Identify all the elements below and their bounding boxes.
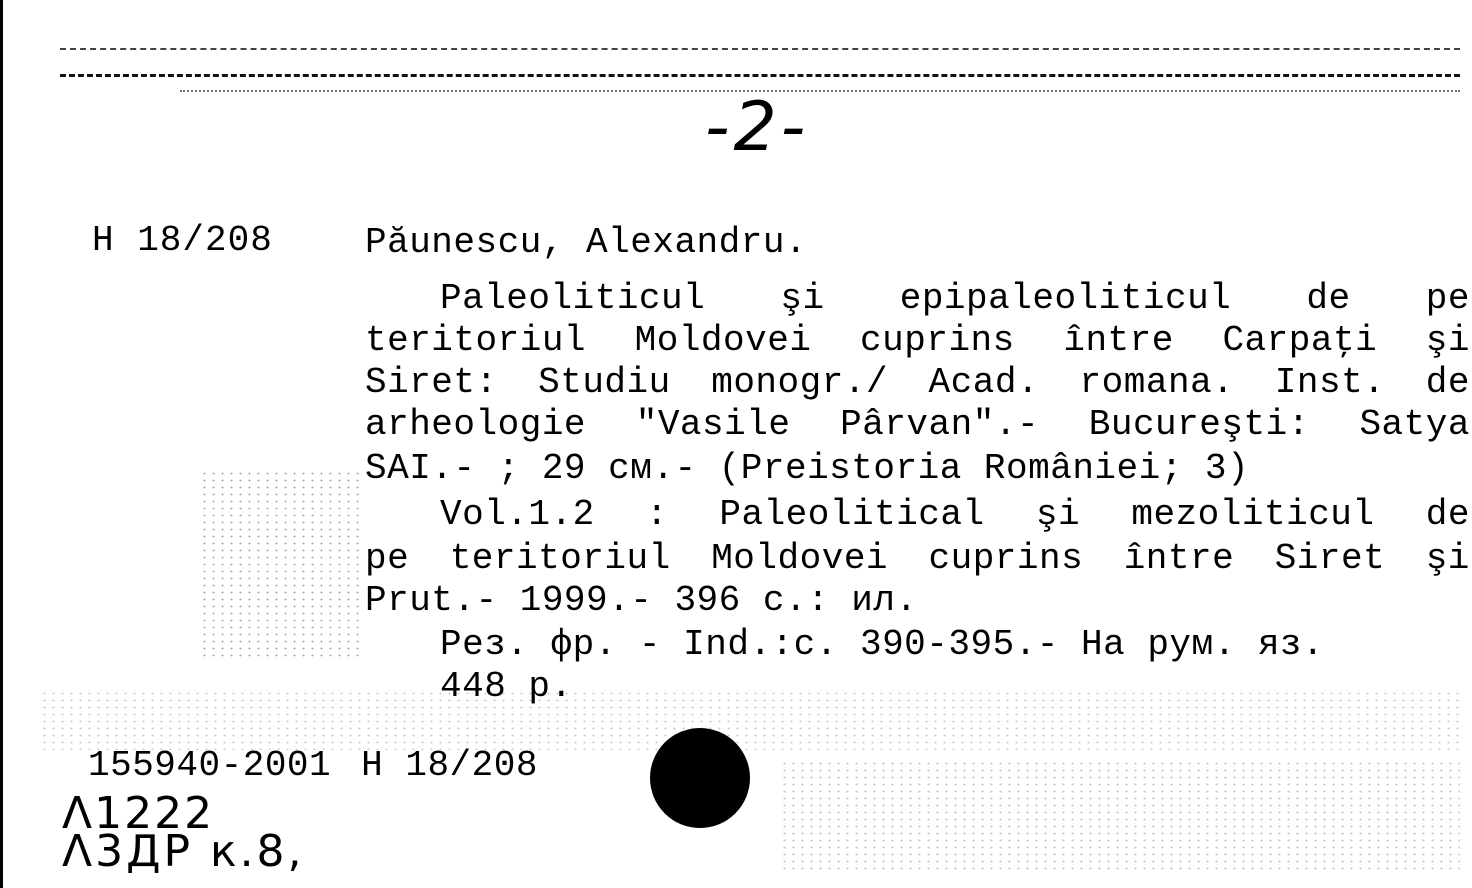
scan-noise-bottom [40, 690, 1460, 750]
page-number-mark: -2- [705, 88, 810, 167]
notes-line: Рез. фр. - Ind.:с. 390-395.- На рум. яз. [440, 624, 1325, 665]
title-word: Pârvan".- [840, 404, 1040, 445]
volume-word: cuprins [928, 538, 1084, 579]
title-word: Inst. [1274, 362, 1386, 403]
title-line-4 [365, 404, 1470, 446]
volume-imprint: Prut.- 1999.- 396 с.: ил. [365, 580, 918, 621]
title-word: de [1306, 278, 1351, 319]
handwritten-number: Λ1222 [62, 788, 215, 839]
title-word: şi [780, 278, 825, 319]
handwritten-note: Λ3ДР к.8, [62, 826, 305, 877]
volume-word: de [1425, 494, 1470, 535]
title-word: Satya [1359, 404, 1470, 445]
volume-word: mezoliticul [1131, 494, 1375, 535]
volume-word: Paleolitical [719, 494, 985, 535]
volume-word: între [1123, 538, 1235, 579]
title-word: arheologie [365, 404, 587, 445]
inventory-line [88, 745, 538, 786]
card-left-edge [0, 0, 3, 888]
title-word: între [1063, 320, 1174, 361]
author-heading: Păunescu, Alexandru. [365, 222, 808, 263]
header-dashed-rule-2 [60, 74, 1460, 77]
volume-word: Vol.1.2 [440, 494, 595, 535]
volume-word: teritoriul [449, 538, 671, 579]
inventory-number: 155940-2001 [88, 745, 332, 786]
header-dotted-rule [180, 90, 1460, 92]
volume-word: : [646, 494, 669, 535]
volume-line-1 [440, 494, 1470, 536]
title-word: Paleoliticul [440, 278, 706, 319]
title-word: Acad. [928, 362, 1040, 403]
header-dashed-rule [60, 48, 1460, 50]
title-word: cuprins [860, 320, 1015, 361]
title-word: teritoriul [365, 320, 587, 361]
series-line: SAI.- ; 29 см.- (Preistoria României; 3) [365, 448, 1250, 489]
volume-line-2 [365, 538, 1470, 580]
title-word: şi [1425, 320, 1470, 361]
shelf-mark-bottom: H 18/208 [361, 745, 538, 786]
shelf-mark: H 18/208 [92, 220, 273, 261]
volume-word: şi [1035, 494, 1081, 535]
title-word: Carpaţi [1222, 320, 1378, 361]
title-word: de [1425, 362, 1470, 403]
title-word: Moldovei [634, 320, 812, 361]
title-word: Siret: [365, 362, 498, 403]
price: 448 р. [440, 666, 573, 707]
title-word: Bucureşti: [1088, 404, 1310, 445]
title-line-1 [440, 278, 1470, 320]
volume-word: şi [1425, 538, 1470, 579]
scan-noise-right [780, 760, 1460, 870]
title-word: "Vasile [635, 404, 791, 445]
title-word: pe [1425, 278, 1470, 319]
title-line-2 [365, 320, 1470, 362]
title-word: romana. [1079, 362, 1235, 403]
volume-word: pe [365, 538, 410, 579]
title-word: Studiu [538, 362, 671, 403]
volume-word: Moldovei [711, 538, 889, 579]
title-word: epipaleoliticul [899, 278, 1232, 319]
scan-noise [200, 470, 360, 660]
volume-word: Siret [1274, 538, 1386, 579]
title-line-3 [365, 362, 1470, 404]
punch-hole [650, 728, 750, 828]
title-word: monogr./ [711, 362, 889, 403]
